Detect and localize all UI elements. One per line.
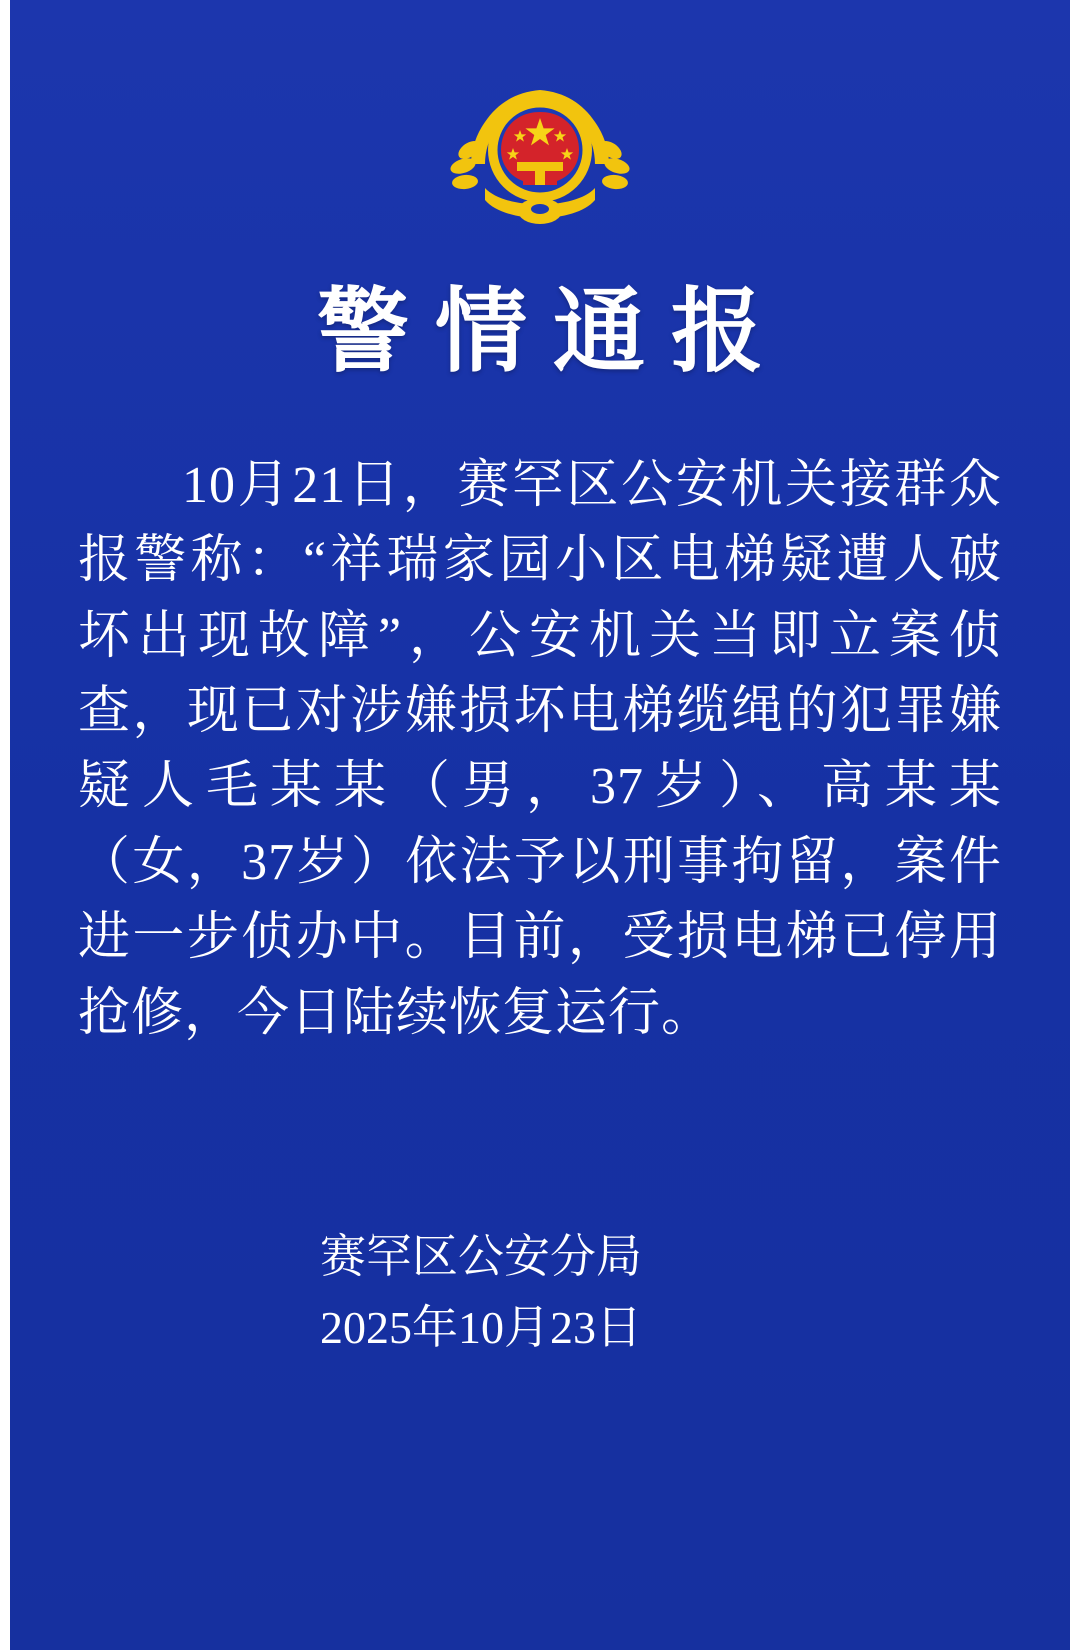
notice-body: 10月21日，赛罕区公安机关接群众报警称：“祥瑞家园小区电梯疑遭人破坏出现故障”，公安机关当即立案侦查，现已对涉嫌损坏电梯缆绳的犯罪嫌疑人毛某某（男，37岁）、高某某（女，37岁）依法予以刑事拘留，案件进一步侦办中。目前，受损电梯已停用抢修，今日陆续恢复运行。 <box>78 456 1002 1042</box>
signature-date: 2025年10月23日 <box>320 1302 642 1354</box>
china-police-emblem-icon <box>445 78 635 246</box>
page-title: 警情通报 <box>316 281 789 383</box>
emblem-container <box>64 0 1016 246</box>
signature-block <box>64 1221 1016 1364</box>
signature-issuer: 赛罕区公安分局 <box>320 1230 642 1282</box>
